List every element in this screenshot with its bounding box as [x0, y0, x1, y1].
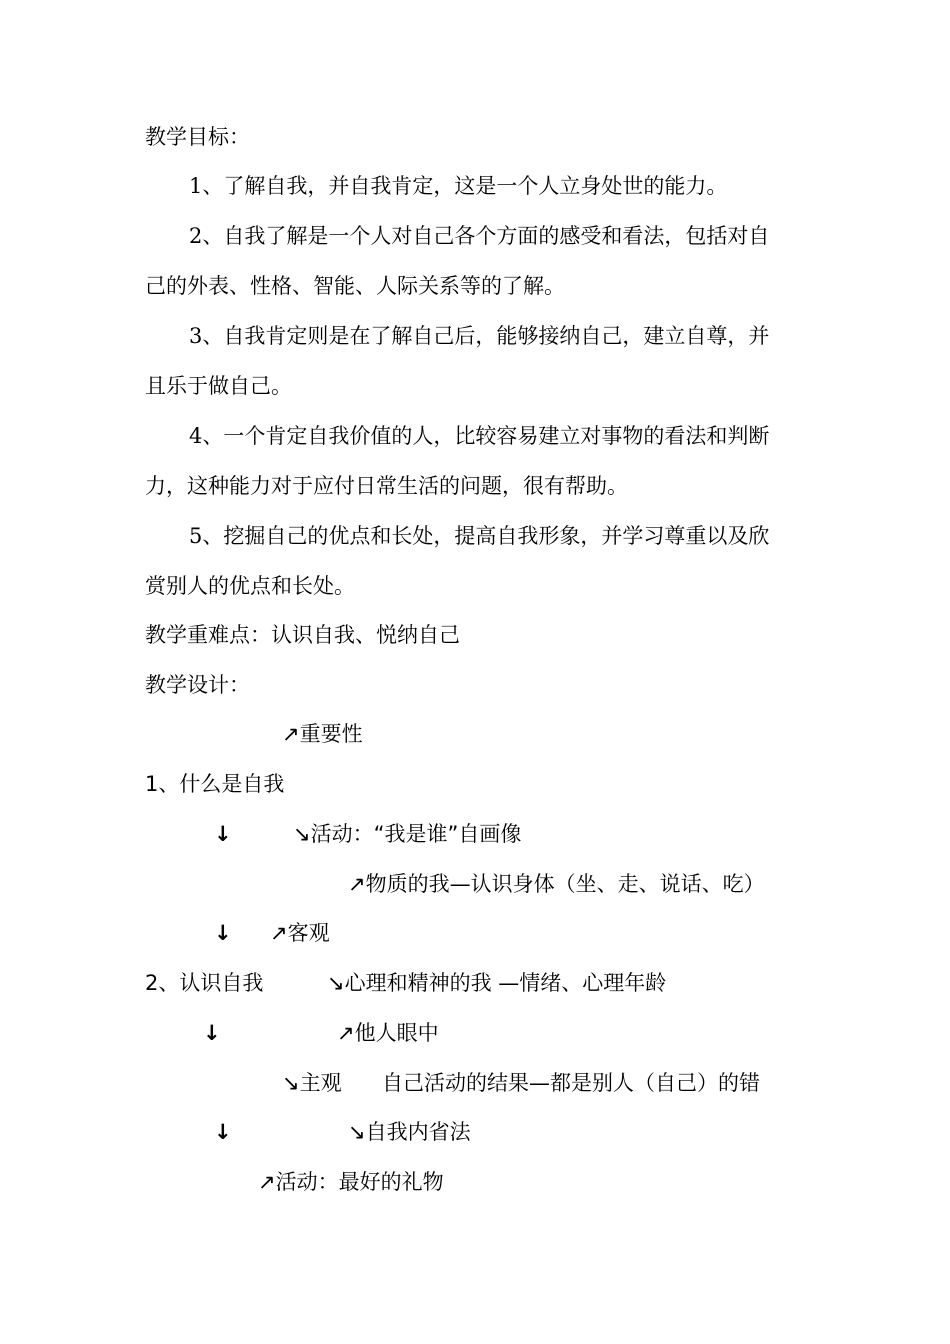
diagram-objective: ↗客观 [270, 921, 330, 945]
diagram-q1: 1、什么是自我 [145, 772, 285, 796]
diagram-importance: ↗重要性 [282, 722, 363, 746]
down-arrow-icon: ↓ [203, 1021, 221, 1045]
objectives-heading: 教学目标： [145, 125, 250, 149]
objective-5-line-1: 5、挖掘自己的优点和长处，提高自我形象，并学习尊重以及欣 [189, 524, 770, 548]
diagram-introspection: ↘自我内省法 [348, 1120, 471, 1144]
diagram-mental-self: ↘心理和精神的我 —情绪、心理年龄 [327, 971, 667, 995]
diagram-subjective-note: 自己活动的结果—都是别人（自己）的错 [382, 1071, 760, 1095]
objective-1-line-1: 1、了解自我，并自我肯定，这是一个人立身处世的能力。 [189, 174, 728, 198]
objective-2-line-2: 己的外表、性格、智能、人际关系等的了解。 [145, 274, 565, 298]
diagram-others-view: ↗他人眼中 [337, 1021, 439, 1045]
design-heading: 教学设计： [145, 673, 250, 697]
diagram-activity-2: ↗活动：最好的礼物 [258, 1170, 444, 1194]
key-points: 教学重难点：认识自我、悦纳自己 [145, 623, 460, 647]
objective-4-line-2: 力，这种能力对于应付日常生活的问题，很有帮助。 [145, 474, 628, 498]
diagram-subjective: ↘主观 [282, 1071, 342, 1095]
diagram-physical-self: ↗物质的我—认识身体（坐、走、说话、吃） [348, 872, 765, 896]
down-arrow-icon: ↓ [214, 1120, 232, 1144]
objective-3-line-2: 且乐于做自己。 [145, 374, 292, 398]
objective-4-line-1: 4、一个肯定自我价值的人，比较容易建立对事物的看法和判断 [189, 424, 770, 448]
down-arrow-icon: ↓ [214, 921, 232, 945]
objective-3-line-1: 3、自我肯定则是在了解自己后，能够接纳自己，建立自尊，并 [189, 324, 770, 348]
diagram-q2: 2、认识自我 [145, 971, 264, 995]
diagram-activity-1: ↘活动：“我是谁”自画像 [293, 822, 522, 846]
objective-2-line-1: 2、自我了解是一个人对自己各个方面的感受和看法，包括对自 [189, 224, 770, 248]
objective-5-line-2: 赏别人的优点和长处。 [145, 574, 355, 598]
down-arrow-icon: ↓ [214, 822, 232, 846]
